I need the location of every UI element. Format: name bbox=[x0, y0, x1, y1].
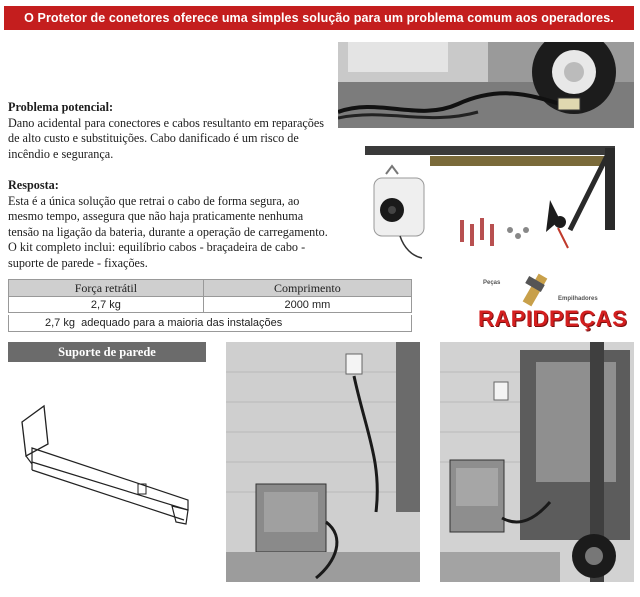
kit-components-image bbox=[360, 140, 634, 265]
answer-line: Esta é a única solução que retrai o cabo de forma segura, ao bbox=[8, 193, 300, 208]
spec-header-length: Comprimento bbox=[203, 280, 411, 297]
spec-force-value: 2,7 kg bbox=[9, 297, 204, 313]
forklift-charging-photo bbox=[440, 342, 634, 582]
problem-line: Dano acidental para conectores e cabos resultanto em reparações bbox=[8, 115, 325, 130]
banner-text: O Protetor de conetores oferece uma simples solução para um problema comum aos operadores. bbox=[24, 11, 614, 25]
capacity-note bbox=[8, 315, 412, 332]
logo-tag-right: Empilhadores bbox=[558, 296, 598, 302]
wall-bracket-drawing bbox=[8, 392, 208, 532]
wall-bracket-title bbox=[8, 342, 206, 362]
note-text: adequado para a maioria das instalações bbox=[81, 317, 283, 329]
problem-section bbox=[8, 100, 338, 162]
logo-tag-left: Peças bbox=[483, 280, 501, 286]
spec-table bbox=[8, 279, 412, 313]
spec-length-value: 2000 mm bbox=[203, 297, 411, 313]
logo-brand-text: RAPIDPEÇAS bbox=[478, 306, 628, 331]
answer-line: mesmo tempo, assegura que não haja praticamente nenhuma bbox=[8, 209, 304, 224]
header-banner bbox=[4, 6, 634, 30]
answer-heading: Resposta: bbox=[8, 178, 59, 192]
spec-header-force: Força retrátil bbox=[9, 280, 204, 297]
answer-line: O kit completo inclui: equilíbrio cabos - braçadeira de cabo - bbox=[8, 240, 306, 255]
problem-heading: Problema potencial: bbox=[8, 100, 114, 114]
charger-wall-photo bbox=[226, 342, 420, 582]
wall-bracket-title-text: Suporte de parede bbox=[58, 344, 156, 359]
note-value: 2,7 kg bbox=[45, 317, 75, 329]
table-row bbox=[9, 297, 412, 313]
cable-floor-photo bbox=[338, 42, 634, 128]
problem-line: de alto custo e substituições. Cabo danificado é um risco de bbox=[8, 131, 299, 146]
answer-line: tensão na ligação da bateria, durante a operação de carregamento. bbox=[8, 224, 328, 239]
answer-section bbox=[8, 178, 358, 272]
answer-line: suporte de parede - fixações. bbox=[8, 255, 148, 270]
problem-line: incêndio e segurança. bbox=[8, 146, 114, 161]
